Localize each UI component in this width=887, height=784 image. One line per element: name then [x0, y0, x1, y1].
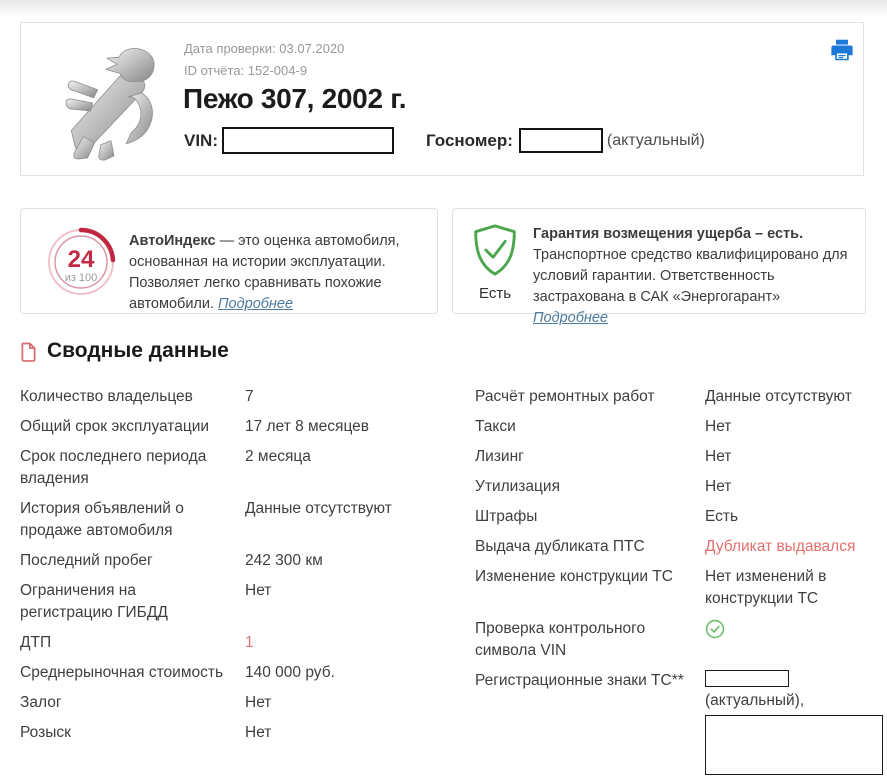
- autoindex-card: [20, 208, 438, 314]
- summary-row-value: Нет: [245, 582, 272, 599]
- check-date: Дата проверки: 03.07.2020: [184, 41, 345, 56]
- summary-row-label: Расчёт ремонтных работ: [475, 388, 655, 405]
- vehicle-title: Пежо 307, 2002 г.: [183, 83, 407, 114]
- shield-check-icon: [469, 223, 521, 279]
- plate-redacted-box: [519, 128, 603, 153]
- summary-row: [475, 670, 875, 775]
- warranty-status: [465, 223, 525, 302]
- autoindex-gauge: [41, 222, 121, 302]
- warranty-status-label: Есть: [478, 285, 512, 302]
- summary-row: [20, 580, 455, 624]
- autoindex-description: [129, 231, 421, 315]
- summary-row: [475, 386, 875, 408]
- summary-row-label: ДТП: [20, 634, 52, 651]
- report-id: ID отчёта: 152-004-9: [184, 63, 308, 78]
- summary-row: [20, 692, 455, 714]
- peugeot-logo: [61, 47, 163, 161]
- summary-row-value: Нет: [245, 694, 272, 711]
- summary-row-value: 17 лет 8 месяцев: [245, 418, 370, 435]
- summary-row-label: Среднерыночная стоимость: [20, 664, 224, 681]
- summary-row-label: Регистрационные знаки ТС**: [475, 672, 684, 689]
- summary-row-value: Дубликат выдавался: [705, 538, 856, 555]
- summary-row-value: Данные отсутствуют: [705, 388, 852, 405]
- autoindex-score: 24: [67, 246, 95, 273]
- summary-row-value: 7: [245, 388, 254, 405]
- plate-label: Госномер:: [426, 130, 513, 150]
- check-circle-icon: [705, 619, 725, 639]
- summary-right-column: [475, 386, 875, 783]
- summary-row-label: Выдача дубликата ПТС: [475, 538, 645, 555]
- summary-row-value: Данные отсутствуют: [245, 500, 392, 517]
- autoindex-more-link[interactable]: Подробнее: [218, 296, 294, 312]
- top-shadow: [0, 0, 887, 16]
- plate-actual-note: (актуальный),: [705, 692, 805, 709]
- summary-row: [20, 722, 455, 744]
- summary-row: [20, 386, 455, 408]
- summary-row-label: Общий срок эксплуатации: [20, 418, 210, 435]
- plates-redacted-box-large: [705, 715, 883, 775]
- summary-row-label: Штрафы: [475, 508, 538, 525]
- summary-row-label: Проверка контрольного символа VIN: [475, 620, 646, 659]
- summary-row-value: [705, 618, 725, 662]
- summary-row-value: 2 месяца: [245, 448, 311, 465]
- summary-row-value: [705, 670, 873, 775]
- summary-row: [20, 662, 455, 684]
- summary-row: [475, 416, 875, 438]
- summary-row-value: Нет: [705, 448, 732, 465]
- summary-row: [475, 536, 875, 558]
- summary-row: [475, 476, 875, 498]
- summary-section-header: [20, 339, 229, 363]
- plate-redacted-box-small: [705, 670, 789, 687]
- summary-row: [20, 550, 455, 572]
- summary-row: [475, 618, 875, 662]
- summary-row-label: История объявлений о продаже автомобиля: [20, 500, 184, 539]
- summary-row-label: Количество владельцев: [20, 388, 193, 405]
- document-icon: [20, 341, 37, 362]
- warranty-text: Транспортное средство квалифицировано для условий гарантии. Ответственность застрахована в САК «Энергогарант»: [533, 247, 848, 305]
- summary-row-label: Такси: [475, 418, 516, 435]
- summary-row-label: Лизинг: [475, 448, 524, 465]
- vin-label: VIN:: [184, 130, 218, 150]
- print-button[interactable]: [829, 37, 855, 63]
- summary-row: [20, 498, 455, 542]
- autoindex-text: — это оценка автомобиля, основанная на истории эксплуатации. Позволяет легко сравнивать похожие автомобили.: [129, 233, 400, 312]
- summary-row-value: Нет: [245, 724, 272, 741]
- summary-row-label: Срок последнего периода владения: [20, 448, 207, 487]
- autoindex-score-of: из 100: [64, 272, 98, 284]
- summary-row-value: 242 300 км: [245, 552, 323, 569]
- vin-redacted-box: [222, 127, 394, 154]
- summary-row-label: Утилизация: [475, 478, 560, 495]
- vehicle-header-card: [20, 22, 864, 176]
- summary-section-title: Сводные данные: [47, 339, 229, 362]
- summary-row-label: Залог: [20, 694, 62, 711]
- warranty-description: [533, 224, 853, 329]
- summary-row-label: Ограничения на регистрацию ГИБДД: [20, 582, 168, 621]
- summary-row: [475, 446, 875, 468]
- warranty-headline: Гарантия возмещения ущерба – есть.: [533, 226, 804, 242]
- warranty-card: [452, 208, 866, 326]
- summary-row-value: Есть: [705, 508, 739, 525]
- summary-row-value: Нет изменений в конструкции ТС: [705, 568, 827, 607]
- warranty-more-link[interactable]: Подробнее: [533, 310, 608, 326]
- summary-row: [20, 632, 455, 654]
- summary-row-value: 140 000 руб.: [245, 664, 335, 681]
- identifiers-row: [184, 127, 705, 154]
- printer-icon: [829, 37, 855, 63]
- summary-row-label: Изменение конструкции ТС: [475, 568, 673, 585]
- summary-left-column: [20, 386, 455, 752]
- summary-row-value: Нет: [705, 418, 732, 435]
- plate-actual-note: (актуальный): [606, 131, 705, 149]
- summary-row: [20, 416, 455, 438]
- summary-row: [475, 506, 875, 528]
- summary-row-label: Последний пробег: [20, 552, 153, 569]
- summary-row: [475, 566, 875, 610]
- summary-row-label: Розыск: [20, 724, 71, 741]
- summary-row-value: 1: [245, 634, 254, 651]
- summary-row-value: Нет: [705, 478, 732, 495]
- autoindex-term: АвтоИндекс: [129, 233, 216, 249]
- summary-row: [20, 446, 455, 490]
